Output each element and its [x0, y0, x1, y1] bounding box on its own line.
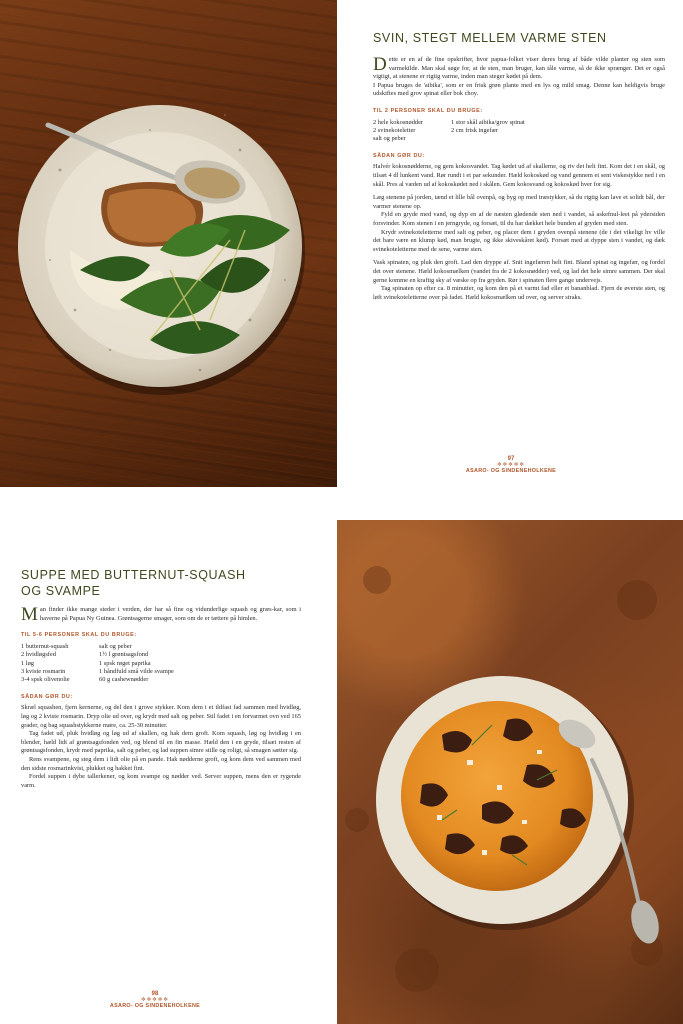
recipe-body [21, 606, 301, 790]
running-title: ASARO- OG SINDENEHOLKENE [465, 468, 557, 474]
method-step: Fyld en gryde med vand, og dyp en af de næsten glødende sten ned i vandet, så askefnul-leet på ydersiden forsvinder. Kom stenen i en jerngryde, og forsæt, til du har dækket hele bunden af gryden med sten. [373, 211, 665, 227]
method-step: Vask spinaten, og pluk den groft. Lad den dryppe af. Snit ingefæren helt fint. Bland spinat og ingefær, og fordel det over stenene. Hæld kokosmælken (vandet fra de 2 kokosnødder) ved, og lad det hele simre sammen. Der skal gerne komme en kraftig sky af væske op fra gryden. Rør i spinaten flere gange undervejs. [373, 259, 665, 284]
drop-cap: D [373, 54, 387, 75]
ingredients-list: 1 butternut-squash salt og peber 2 hvidløgsfed 1½ l grøntsagsfond 1 løg 1 spsk røget paprika 3 kviste rosmarin 1 håndfuld små vilde svampe 3-4 spsk olivenolie 60 g cashewnødder [21, 642, 174, 684]
method-step: Skræl squashen, fjern kernerne, og del den i grove stykker. Kom dem i et ildfast fad sammen med hvidløg, løg og 2 kviste rosmarin. Dryp olie ud over, og krydr med salt og peber. Stil fadet i en forvarmet ovn ved 165 grader, og bag squashstykkerne møre, ca. 25-30 minutter. [21, 704, 301, 729]
page-number: 98 [151, 991, 159, 997]
method-heading: SÅDAN GØR DU: [373, 152, 425, 159]
method-step: Tag fadet ud, pluk hvidløg og løg ud af skallen, og hak dem groft. Kom squash, løg og hvidløg i en blender, hæld lidt af grøntsagsfonden ved, og blend til en fin masse. Hæld den i en gryde, tilsæt resten af grøntsagsfonden, krydr med paprika, salt og peber, og lad suppen simre stille og roligt, så smagen sætter sig. [21, 730, 301, 755]
recipe-title: SVIN, STEGT MELLEM VARME STEN [373, 31, 607, 45]
pork-dish-illustration [0, 0, 337, 487]
intro-paragraph: Dette er en af de fine opskrifter, hvor papua-folket viser deres brug af både vilde planter og sten som varmekilde. Man skal søge for, at de sten, man bruger, kan tåle varme, så de ikke sprænger. Det er også vigtigt, at stenene er rigtig varme, inden man steger kødet på dem. [373, 54, 665, 81]
method-step: Tag spinaten op efter ca. 8 minutter, og kom den på et varmt fad eller et bananblad. Fjern de øverste sten, og løft svinekoteletterne over på fadet. Hæld kokosmælken ud over, og server straks. [373, 285, 665, 301]
page-footer [461, 456, 561, 474]
soup-dish-illustration [337, 520, 683, 1024]
intro-paragraph-2: I Papua bruges de 'aibika', som er en frisk grøn plante med en lys og mild smag. Denne kan heldigvis bruge udskiftes med grov spinat eller bok choy. [373, 81, 665, 98]
recipe-page-soup [0, 520, 322, 1024]
running-title: ASARO- OG SINDENEHOLKENE [109, 1003, 201, 1009]
method-heading: SÅDAN GØR DU: [21, 693, 73, 700]
ingredients-list: 2 hele kokosnødder 1 stor skål aibika/grov spinat 2 svinekoteletter 2 cm frisk ingefær salt og peber [373, 118, 525, 143]
method-step: Krydr svinekoteletterne med salt og peber, og placer dem i gryden ovenpå stenene (de i det vikeligt hv ville det bare være en klump kød, man brugte, og ikke skiveskåret kød). Forsæt med at dyppe sten i vandet, og dæk svinekoteletterne med de sene, varme sten. [373, 228, 665, 253]
pork-dish-photo [0, 0, 337, 487]
method-step: Rens svampene, og steg dem i lidt olie på en pande. Hak nødderne groft, og kom dem ved sammen med den sidste rosmarinkvist, plukket og hakket fint. [21, 755, 301, 772]
drop-cap: M [21, 604, 38, 625]
intro-paragraph: Man finder ikke mange steder i verden, der har så fine og vidunderlige squash og græs-kar, som i haverne på Papua Ny Guinea. Grøntsagerne smager, som om de er tættere på himlen. [21, 604, 301, 625]
recipe-body [373, 56, 665, 302]
ornament-icon: ✲✲✲✲✲ [496, 462, 526, 468]
soup-dish-photo [337, 520, 683, 1024]
page-number: 97 [507, 456, 515, 462]
method-step: Læg stenene på jorden, tænd et lille bål ovenpå, og byg op med træstykker, så du rigtig kan lave et solidt bål, der varmer stenene op. [373, 194, 665, 210]
recipe-page-pork [352, 0, 670, 487]
ornament-icon: ✲✲✲✲✲ [140, 997, 170, 1003]
method-step: Halvér kokosnødderne, og gem kokosvandet. Tag kødet ud af skallerne, og riv det helt fint. Kom det i en skål, og tilsæt 4 dl lunkent vand. Rør rundt i et par sekunder. Hæld kokoskød og vand gennem et sent viskestykke ned i en skål. Pres al væden ud af kokoskødet ned i skålen. Gem kokosvand og kokoskød hver for sig. [373, 163, 665, 188]
ingredients-heading: TIL 5-6 PERSONER SKAL DU BRUGE: [21, 632, 137, 639]
ingredients-heading: TIL 2 PERSONER SKAL DU BRUGE: [373, 107, 483, 114]
page-footer [105, 991, 205, 1009]
recipe-title: SUPPE MED BUTTERNUT-SQUASH OG SVAMPE [21, 568, 246, 598]
method-step: Fordel suppen i dybe tallerkener, og kom svampe og nødder ved. Server suppen, mens den er rygende varm. [21, 773, 301, 789]
